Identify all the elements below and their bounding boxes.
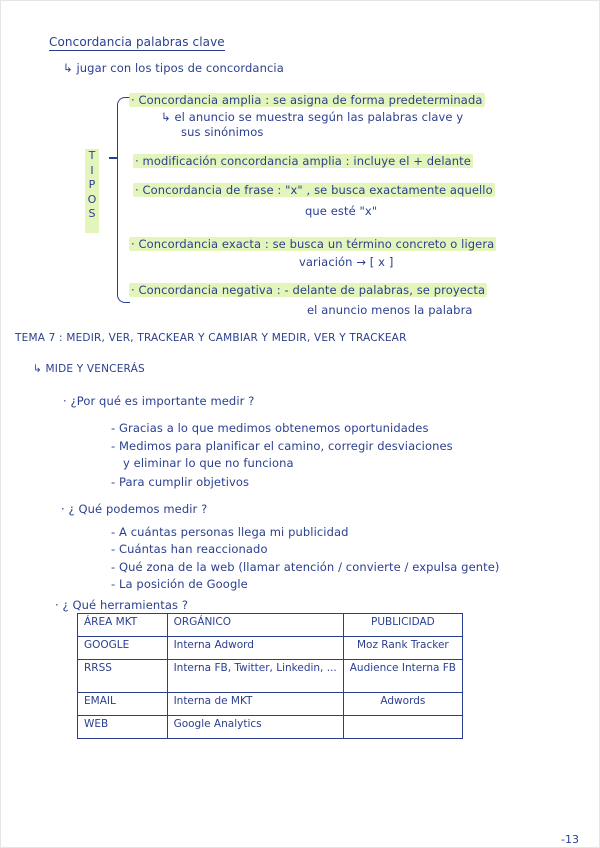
tipo-amplia-line3: sus sinónimos: [181, 125, 264, 139]
list-item: - Gracias a lo que medimos obtenemos oportunidades: [111, 421, 429, 435]
tipo-amplia-text: · Concordancia amplia : se asigna de forma predeterminada: [131, 93, 483, 107]
list-item: - Qué zona de la web (llamar atención / convierte / expulsa gente): [111, 560, 500, 574]
table-cell: [343, 716, 462, 739]
question-importance: · ¿Por qué es importante medir ?: [63, 394, 255, 408]
list-item: y eliminar lo que no funciona: [123, 456, 294, 470]
question-what-measure: · ¿ Qué podemos medir ?: [61, 502, 208, 516]
page-title: Concordancia palabras clave: [49, 35, 225, 49]
table-cell: Interna Adword: [167, 637, 343, 660]
table-cell: Interna de MKT: [167, 693, 343, 716]
table-header-cell: PUBLICIDAD: [343, 614, 462, 637]
tipo-frase-line2: que esté "x": [305, 204, 378, 218]
tipos-letter: T: [88, 149, 96, 162]
tipo-amplia: [129, 93, 485, 107]
tipo-modificacion: [133, 154, 473, 168]
list-item: - A cuántas personas llega mi publicidad: [111, 525, 349, 539]
table-cell: GOOGLE: [78, 637, 168, 660]
tipo-exacta-text: · Concordancia exacta : se busca un término concreto o ligera: [131, 237, 495, 251]
list-item: - Medimos para planificar el camino, corregir desviaciones: [111, 439, 453, 453]
page-number: -13: [561, 833, 579, 846]
table-cell: Adwords: [343, 693, 462, 716]
list-item: - Cuántas han reaccionado: [111, 542, 268, 556]
tools-table: [77, 613, 463, 739]
table-cell: Audience Interna FB: [343, 660, 462, 693]
table-cell: WEB: [78, 716, 168, 739]
tipos-letter: O: [87, 192, 97, 206]
tipo-exacta: [129, 237, 496, 251]
tipo-negativa-text: · Concordancia negativa : - delante de palabras, se proyecta: [131, 283, 486, 297]
list-item: - La posición de Google: [111, 577, 248, 591]
tipos-letter: S: [88, 207, 96, 220]
table-header-cell: ÁREA MKT: [78, 614, 168, 637]
tipo-negativa: [129, 283, 487, 297]
table-cell: Google Analytics: [167, 716, 343, 739]
tipos-vertical-label: [85, 149, 99, 233]
table-header-row: [78, 614, 463, 637]
table-header-cell: ORGÁNICO: [167, 614, 343, 637]
tipos-letter: P: [88, 178, 96, 191]
table-cell: Moz Rank Tracker: [343, 637, 462, 660]
tipo-modificacion-text: · modificación concordancia amplia : incluye el + delante: [135, 154, 471, 168]
tipo-frase: [133, 183, 495, 197]
table-cell: RRSS: [78, 660, 168, 693]
table-cell: Interna FB, Twitter, Linkedin, ...: [167, 660, 343, 693]
curly-brace: [117, 97, 130, 303]
tipo-frase-text: · Concordancia de frase : "x" , se busca exactamente aquello: [135, 183, 493, 197]
table-row: [78, 637, 463, 660]
intro-line: ↳ jugar con los tipos de concordancia: [63, 61, 284, 75]
question-tools: · ¿ Qué herramientas ?: [55, 598, 189, 612]
list-item: - Para cumplir objetivos: [111, 475, 250, 489]
tipo-amplia-line2: ↳ el anuncio se muestra según las palabras clave y: [161, 110, 464, 124]
table-row: [78, 716, 463, 739]
table-row: [78, 660, 463, 693]
tipo-exacta-line2: variación → [ x ]: [299, 255, 394, 269]
curly-brace-tip: [109, 157, 118, 159]
tipo-negativa-line2: el anuncio menos la palabra: [307, 303, 473, 317]
table-cell: EMAIL: [78, 693, 168, 716]
tema-heading: TEMA 7 : MEDIR, VER, TRACKEAR Y CAMBIAR Y MEDIR, VER Y TRACKEAR: [15, 332, 407, 344]
subtitle-heading: ↳ MIDE Y VENCERÁS: [33, 363, 145, 375]
tipos-letter: I: [90, 163, 94, 177]
table-row: [78, 693, 463, 716]
